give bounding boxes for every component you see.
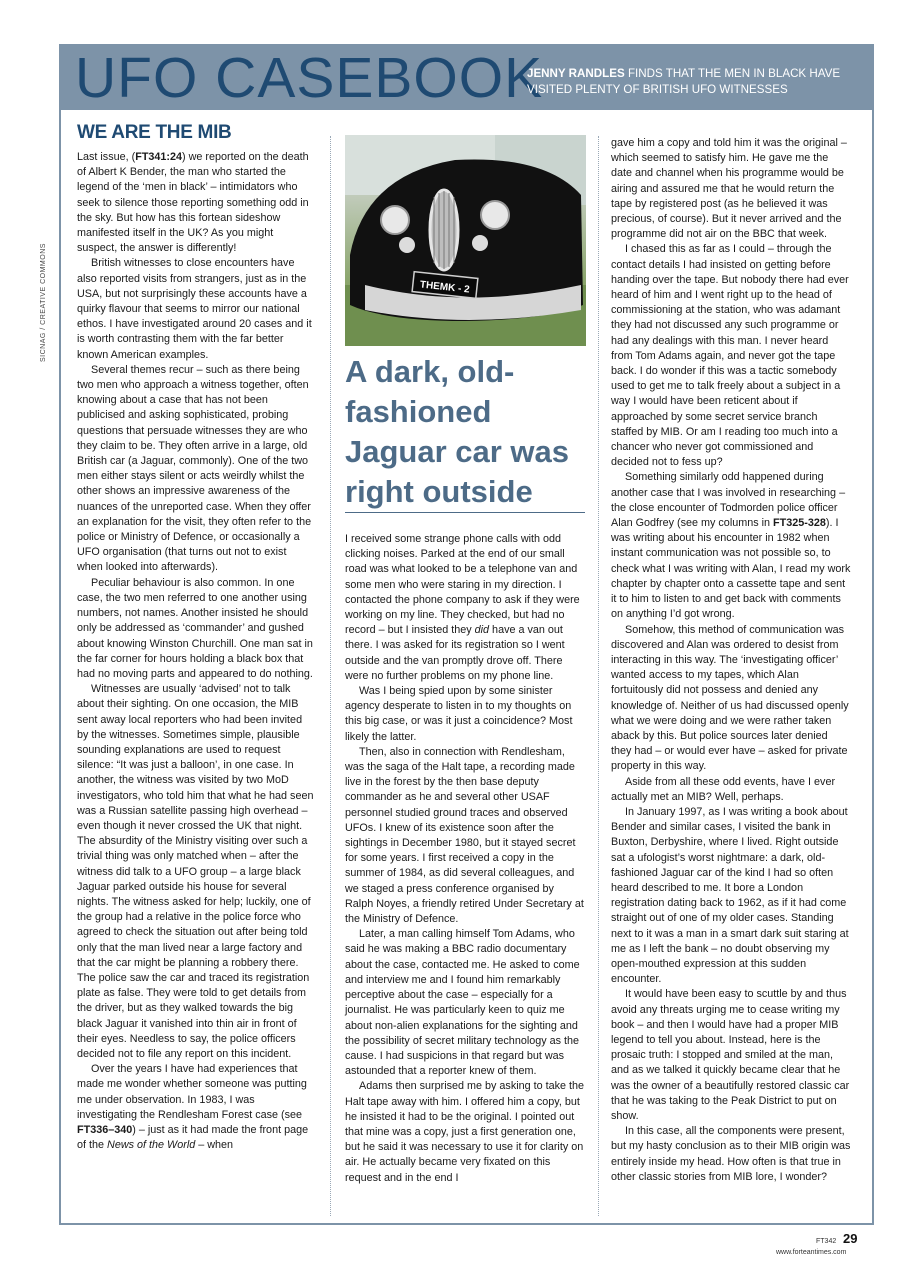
paragraph: I chased this as far as I could – through the contact details I had insisted on getting before handing over the tape. But nobody there had ever heard of him and I went right up to the head of commissioning at the station, who was adamant they had not discussed any such programme or had any dealings with this man. I never heard from Tom Adams again, and never got the tape back. I do wonder if this was a tactic somebody used to get me to talk freely about a subject in a way I would have been reticent about if approached by some secret service branch staffed by MIB. Or am I reading too much into a chancer who never got commissioned and decided not to fess up?	[611, 243, 849, 469]
column-header	[61, 46, 872, 110]
pull-quote-rule	[345, 512, 585, 513]
paragraph: Witnesses are usually ‘advised’ not to talk about their sighting. On one occasion, the MIB sent away local reporters who had been invited by the witnesses. Sometimes simple, plausible sounding explanations are used to request silence: “It was just a balloon’, in one case. In another, the witness was visited by two MoD investigators, who told him that what he had seen was a Russian satellite passing high overhead – even though it never crossed the UK that night. The absurdity of the Ministry visiting over such a trivial thing was only matched when – after the witness did talk to a UFO group – a large black Jaguar parked outside his house for several nights. The witness asked for help; luckily, one of the group had a relative in the police force who agreed to check the situation out after being told only that the man lived near a large factory and that the car might be planning a robbery there. The police saw the car and traced its registration plate as false. They were told to get details from the driver, but as they walked towards the big black Jaguar it vanished into thin air in front of their eyes. Needless to say, the police officers decided not to file any report on this incident.	[77, 683, 314, 1060]
author-name: JENNY RANDLES	[527, 67, 625, 80]
column-title: UFO CASEBOOK	[75, 46, 544, 110]
paragraph: gave him a copy and told him it was the original – which seemed to satisfy him. He gave me the date and channel when his programme would be airing and assured me that he would return the tape by registered post (as he believed it was precious, of course). But it never arrived and the programme did not air on the BBC that week.	[611, 137, 847, 241]
number-plate: THEMK - 2	[419, 279, 471, 296]
paragraph: In this case, all the components were present, but my hasty conclusion as to their MIB origin was entirely inside my head. How often is that true in other classic stories from MIB lore, I wonder?	[611, 1125, 851, 1183]
page-number: 29	[843, 1231, 858, 1246]
article-column-2	[345, 532, 585, 1186]
paragraph: Aside from all these odd events, have I ever actually met an MIB? Well, perhaps.	[611, 775, 836, 803]
paragraph: Over the years I have had experiences that made me wonder whether someone was putting me under observation. In 1983, I was investigating the Rendlesham Forest case (see FT336–340) – just as it had made the front page of the News of the World – when	[77, 1063, 309, 1152]
paragraph: In January 1997, as I was writing a book about Bender and similar cases, I visited the bank in Buxton, Derbyshire, where I lived. Right outside sat a ufologist’s worst nightmare: a dark, old-fashioned Jaguar car of the kind I had so often heard described to me. It bore a London registration dating back to 1962, as if it had come straight out of one of my older cases. Standing next to it was a man in a smart dark suit staring at me as I left the bank – no doubt observing my open-mouthed expression at this sudden encounter.	[611, 805, 849, 986]
article-column-1	[77, 150, 315, 1153]
jaguar-car-photo	[345, 135, 586, 346]
paragraph: Somehow, this method of communication was discovered and Alan was ordered to desist from interacting in this way. The ‘investigating officer’ wanted access to my tapes, which Alan fortuitously did not possess and denied any knowledge of. Neither of us had discussed openly what we were doing and we were rather taken aback by this. But police sources later denied they had – or would ever have – asked for private property in this way.	[611, 623, 849, 773]
paragraph: Was I being spied upon by some sinister agency desperate to listen in to my thoughts on this big case, or was it just a coincidence? Most likely the latter.	[345, 685, 573, 743]
paragraph: Several themes recur – such as there being two men who approach a witness together, often knowing about a case that has not been publicised and asking sophisticated, probing questions that persuade witnesses they are who they claim to be. They often arrive in a large, old British car (a Jaguar, commonly). One of the two men either stays silent or acts weirdly whilst the other shows an impressive awareness of the nuances of the unreported case. When they offer an explanation for the visit, they often refer to the police or Ministry of Defence, or occasionally a UFO organisation (that turns out not to exist when looked into afterwards).	[77, 363, 312, 574]
paragraph: Adams then surprised me by asking to take the Halt tape away with him. I offered him a copy, but he insisted it had to be the original. I pointed out that mine was a copy, just a first generation one, but he said it was necessary to use it for clarity on air. He actually became very fixated on this request and in the end I	[345, 1080, 585, 1184]
paragraph: Something similarly odd happened during another case that I was involved in researching – the close encounter of Todmorden police officer Alan Godfrey (see my columns in FT325-328). I was writing about his encounter in 1982 when instant communication was not possible so, to check what I was writing with Alan, I read my work chapter by chapter onto a cassette tape and sent it to him to listen to and get back with comments on anything I’d got wrong.	[611, 471, 851, 621]
paragraph: Last issue, (FT341:24) we reported on the death of Albert K Bender, the man who started the legend of the ‘men in black’ – intimidators who seek to silence those reporting something odd in the sky. But how has this fortean sideshow manifested itself in the UK? As you might suspect, the answer is differently!	[77, 151, 309, 255]
jaguar-car-illustration	[345, 135, 586, 346]
subtitle-text: FINDS THAT THE MEN IN BLACK HAVE VISITED PLENTY OF BRITISH UFO WITNESSES	[527, 67, 841, 96]
paragraph: Peculiar behaviour is also common. In one case, the two men referred to one another using numbers, not names. Another insisted he should only be addressed as ‘commander’ and gushed about knowing Winston Churchill. One man sat in the far corner for hours holding a black box that had no moving parts and appeared to do nothing.	[77, 576, 313, 680]
column-divider	[330, 136, 331, 1216]
publication-title: News of the World	[107, 1139, 196, 1152]
issue-reference: FT341:24	[135, 151, 183, 163]
paragraph: It would have been easy to scuttle by and thus avoid any threats urging me to cease writing my book – and then I would have had a proper MIB legend to tell you about. Instead, here is the prosaic truth: I stopped and smiled at the man, and as we talked it quickly became clear that he was the owner of a beautifully restored classic car that he was taking to the Peak District to put on show.	[611, 988, 850, 1122]
paragraph: I received some strange phone calls with odd clicking noises. Parked at the end of our small road was what looked to be a telephone van and some men who were staring in my direction. I contacted the phone company to ask if they were working on my line. They checked, but had no record – but I insisted they did have a van out there. I was asked for its registration so I went outside and the van promptly drove off. There were no further problems on my phone line.	[345, 533, 580, 682]
column-divider	[598, 136, 599, 1216]
issue-reference: FT325-328	[773, 517, 826, 530]
paragraph: Later, a man calling himself Tom Adams, who said he was making a BBC radio documentary about the case, contacted me. He asked to come and interview me and I found him remarkably perceptive about the case – especially for a journalist. He was particularly keen to quiz me about non-alien explanations for the sighting and the possibility of secret military technology as the cause. I had suspicions in that regard but was astounded that a reporter knew of them.	[345, 928, 580, 1078]
photo-credit: SICNAG / CREATIVE COMMONS	[40, 243, 47, 362]
pull-quote: A dark, old-fashioned Jaguar car was right outside	[345, 354, 570, 509]
paragraph: British witnesses to close encounters have also reported visits from strangers, just as in the USA, but not surprisingly these accounts have a quirky flavour that seems to mirror our national ethos. I have investigated around 20 cases and it is worth contrasting them with the far better known American examples.	[77, 257, 312, 361]
article-column-3	[611, 136, 851, 1185]
section-heading: WE ARE THE MIB	[77, 122, 232, 143]
paragraph: Then, also in connection with Rendlesham, was the saga of the Halt tape, a recording made live in the forest by the then base deputy commander as he and several other USAF personnel studied ground traces and observed UFOs. I knew of its existence soon after the sightings in December 1980, but it stayed secret for some years. I first received a copy in the summer of 1984, as did several colleagues, and we staged a press conference organised by Ralph Noyes, a friendly retired Under Secretary at the Ministry of Defence.	[345, 745, 584, 926]
issue-reference: FT336–340	[77, 1124, 133, 1136]
column-subtitle	[527, 66, 862, 98]
issue-number: FT342	[816, 1238, 837, 1245]
website-url[interactable]: www.forteantimes.com	[776, 1249, 847, 1256]
